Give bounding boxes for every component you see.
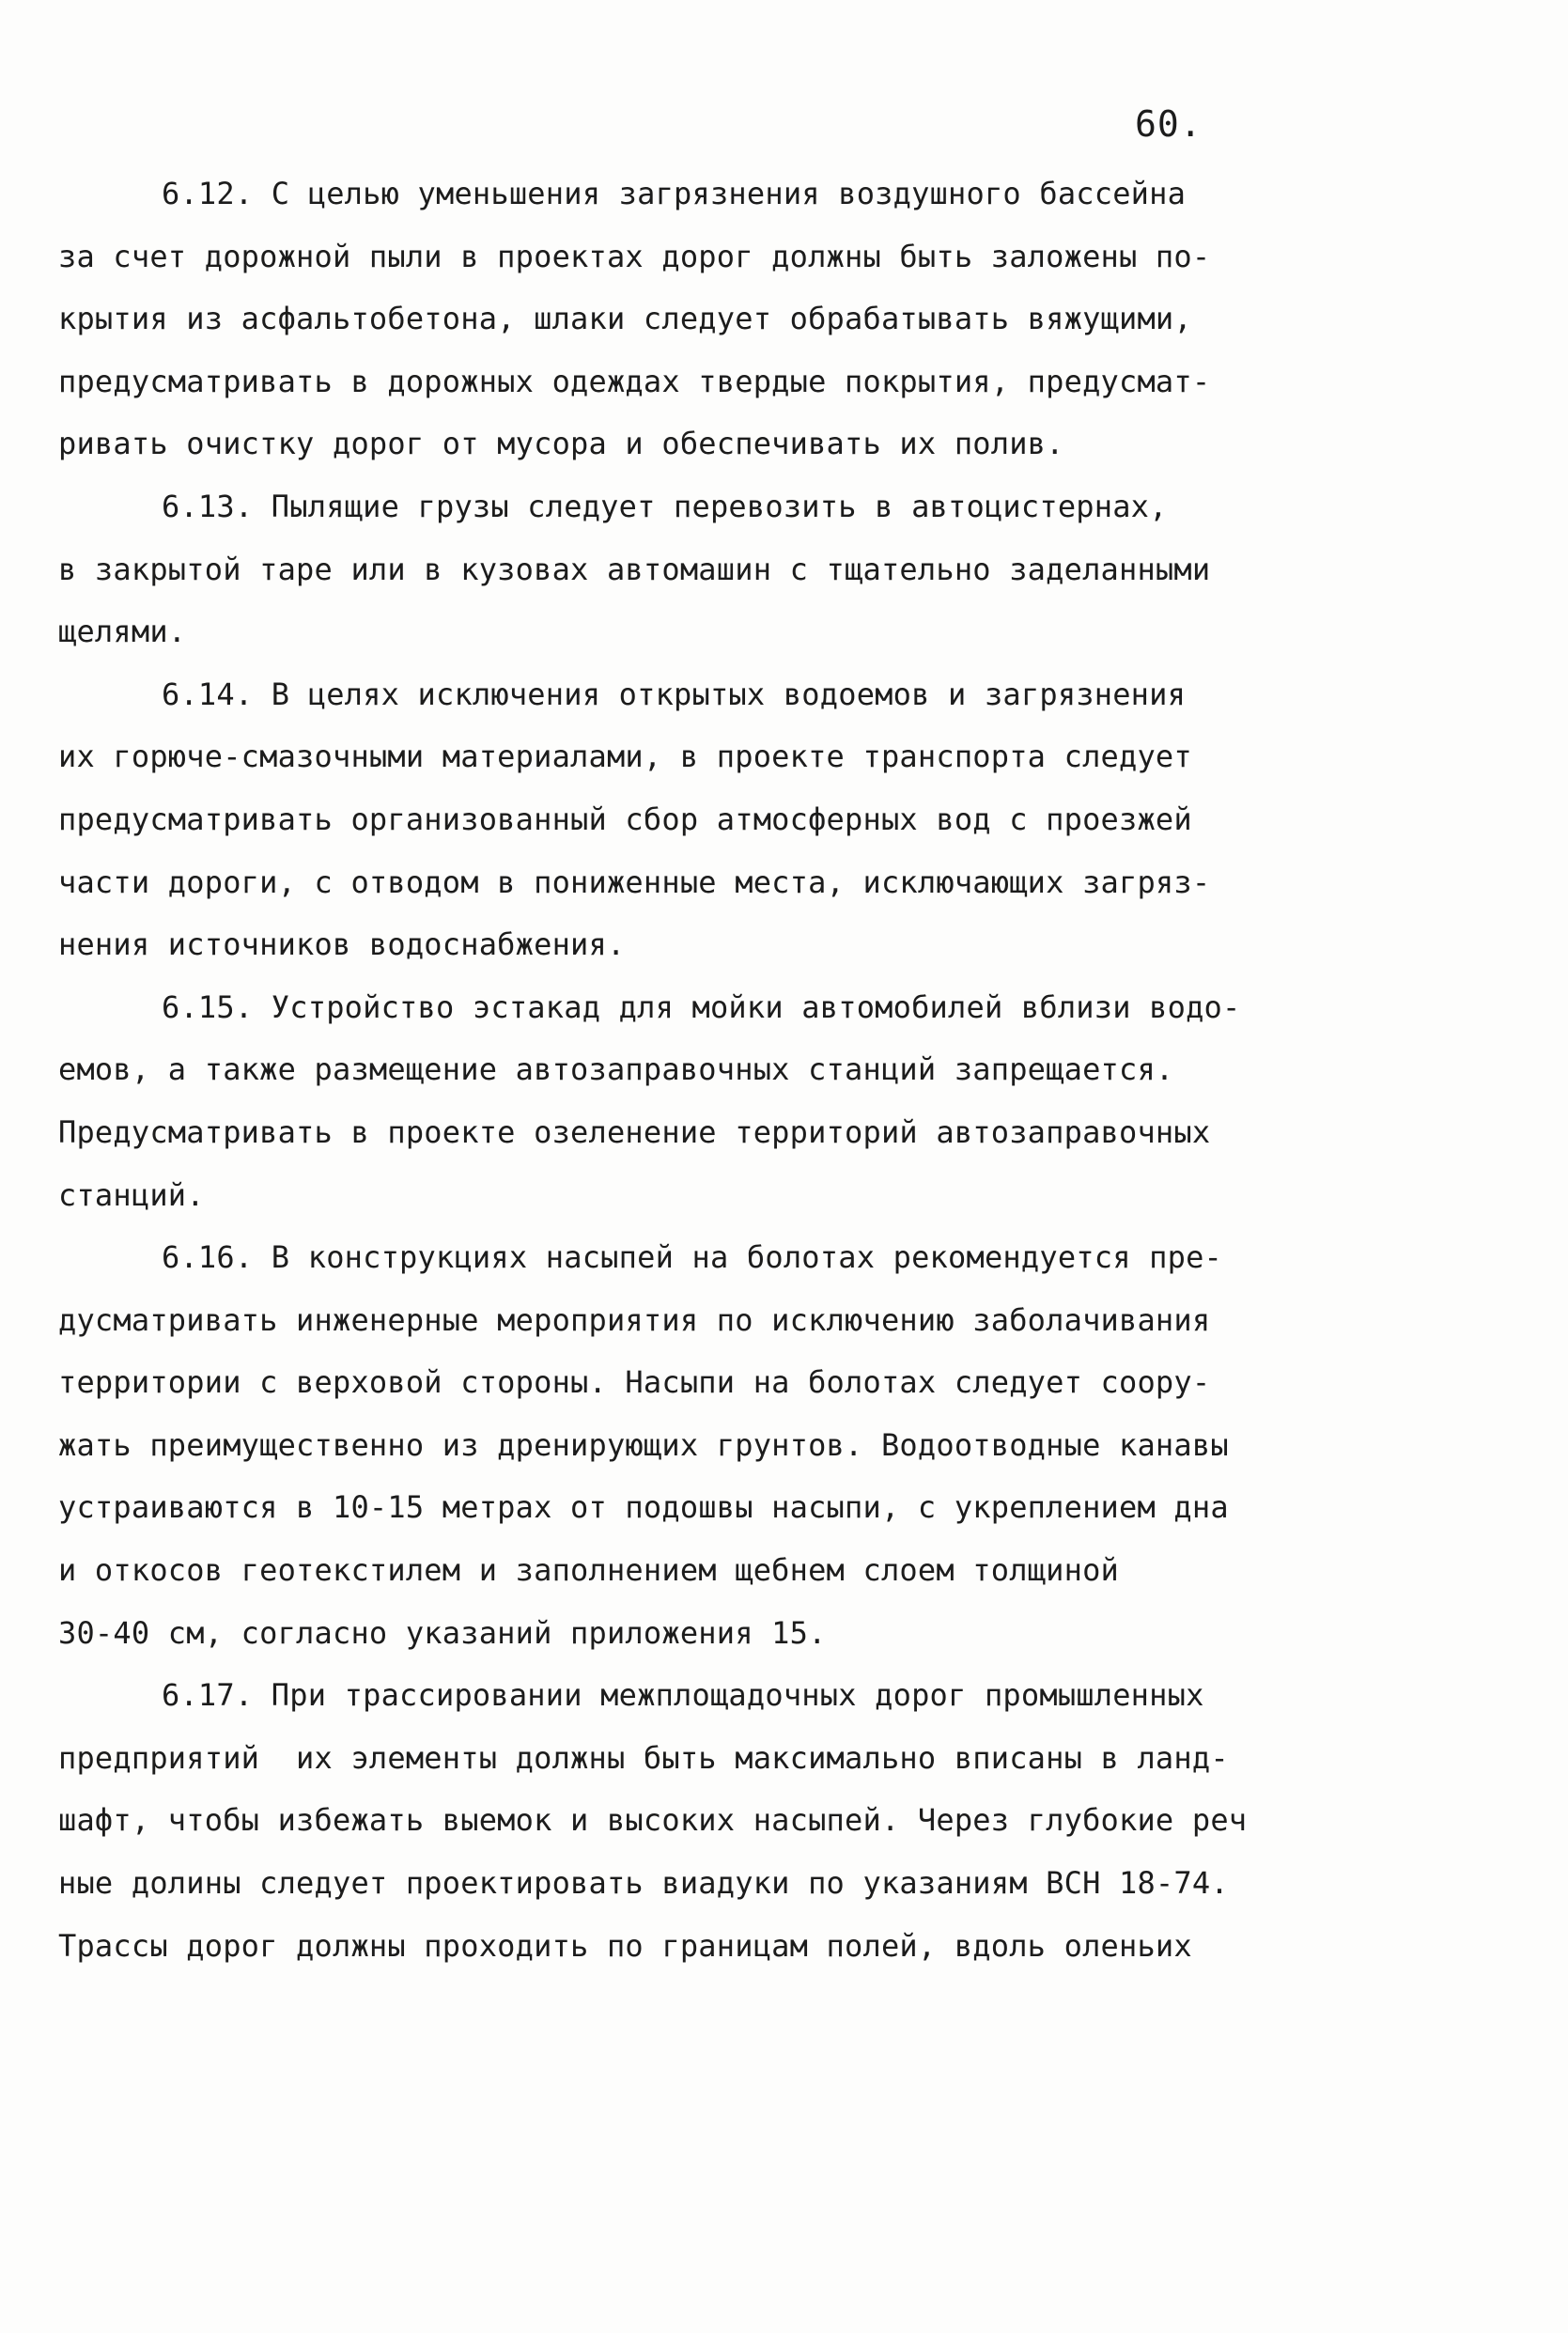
text-line: ные долины следует проектировать виадуки по указаниям ВСН 18-74.	[58, 1865, 1229, 1902]
text-line: 6.12. С целью уменьшения загрязнения воздушного бассейна	[162, 176, 1187, 211]
text-line: жать преимущественно из дренирующих грунтов. Водоотводные канавы	[58, 1426, 1229, 1463]
text-line: их горюче-смазочными материалами, в проекте транспорта следует	[58, 739, 1192, 775]
text-line: емов, а также размещение автозаправочных станций запрещается.	[58, 1051, 1174, 1088]
text-line: 6.16. В конструкциях насыпей на болотах рекомендуется пре-	[162, 1239, 1223, 1276]
text-line: 6.13. Пылящие грузы следует перевозить в автоцистернах,	[162, 488, 1168, 524]
paragraph-6-16	[58, 1226, 1355, 1664]
text-line: Трассы дорог должны проходить по границам полей, вдоль оленьих	[58, 1927, 1192, 1964]
text-line: станций.	[58, 1176, 205, 1213]
text-line: в закрытой таре или в кузовах автомашин с тщательно заделанными	[58, 551, 1211, 587]
text-line: 6.15. Устройство эстакад для мойки автомобилей вблизи водо-	[162, 988, 1241, 1025]
paragraph-6-14	[58, 663, 1355, 976]
text-line: щелями.	[58, 614, 187, 650]
paragraph-6-17	[58, 1664, 1355, 1977]
text-line: устраиваются в 10-15 метрах от подошвы насыпи, с укреплением дна	[58, 1489, 1229, 1526]
text-line: крытия из асфальтобетона, шлаки следует обрабатывать вяжущими,	[58, 301, 1192, 337]
text-line: нения источников водоснабжения.	[58, 926, 626, 963]
paragraph-6-13	[58, 475, 1355, 663]
text-line: ривать очистку дорог от мусора и обеспечивать их полив.	[58, 426, 1064, 462]
text-line: предусматривать организованный сбор атмосферных вод с проезжей	[58, 801, 1192, 837]
text-line: и откосов геотекстилем и заполнением щебнем слоем толщиной	[58, 1552, 1120, 1589]
text-line: территории с верховой стороны. Насыпи на болотах следует соору-	[58, 1364, 1211, 1401]
text-line: 6.14. В целях исключения открытых водоемов и загрязнения	[162, 676, 1187, 712]
text-line: предусматривать в дорожных одеждах твердые покрытия, предусмат-	[58, 363, 1211, 399]
page-number: 60.	[1135, 103, 1203, 145]
text-line: дусматривать инженерные мероприятия по исключению заболачивания	[58, 1301, 1211, 1338]
text-line: Предусматривать в проекте озеленение территорий автозаправочных	[58, 1113, 1211, 1150]
text-line: 30-40 см, согласно указаний приложения 15.	[58, 1614, 827, 1651]
text-line: 6.17. При трассировании межплощадочных дорог промышленных	[162, 1677, 1204, 1714]
text-line: части дороги, с отводом в пониженные места, исключающих загряз-	[58, 863, 1211, 900]
text-line: шафт, чтобы избежать выемок и высоких насыпей. Через глубокие реч	[58, 1802, 1248, 1839]
paragraph-6-15	[58, 976, 1355, 1226]
body-text	[58, 163, 1355, 1977]
text-line: за счет дорожной пыли в проектах дорог должны быть заложены по-	[58, 238, 1211, 274]
paragraph-6-12	[58, 163, 1355, 475]
text-line: предприятий их элементы должны быть максимально вписаны в ланд-	[58, 1739, 1229, 1776]
